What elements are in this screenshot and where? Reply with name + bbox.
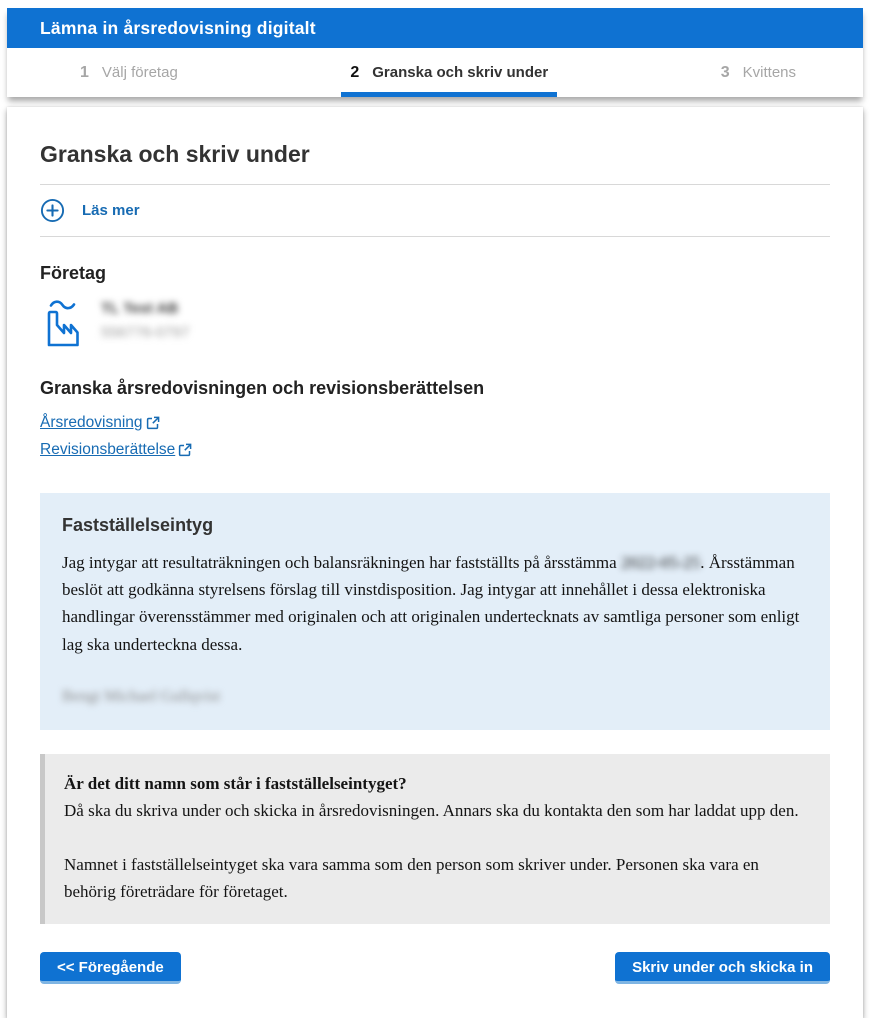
app-header bbox=[7, 8, 863, 48]
plus-circle-icon bbox=[40, 198, 65, 223]
previous-button[interactable]: << Föregående bbox=[40, 952, 181, 984]
certificate-box bbox=[40, 493, 830, 730]
top-bar bbox=[7, 8, 863, 97]
read-more-label: Läs mer bbox=[82, 202, 140, 219]
notice-paragraph-2: Namnet i fastställelseintyget ska vara samma som den person som skriver under. Personen ska vara en behörig företrädare för företaget. bbox=[64, 855, 759, 902]
read-more-toggle[interactable] bbox=[40, 185, 140, 236]
step-label: Kvittens bbox=[742, 64, 796, 81]
step-indicator bbox=[7, 48, 863, 97]
notice-box bbox=[40, 754, 830, 924]
app-title: Lämna in årsredovisning digitalt bbox=[40, 17, 316, 38]
divider bbox=[40, 184, 830, 185]
main-content-card bbox=[7, 107, 863, 1018]
divider bbox=[40, 236, 830, 237]
link-label: Revisionsberättelse bbox=[40, 441, 176, 458]
step-label: Välj företag bbox=[101, 64, 178, 81]
notice-paragraph-1: Då ska du skriva under och skicka in årsredovisningen. Annars ska du kontakta den som har laddat upp den. bbox=[64, 800, 799, 820]
external-link-icon bbox=[146, 416, 160, 430]
certificate-heading: Fastställelseintyg bbox=[62, 515, 214, 535]
company-org-number: 556776-0797 bbox=[101, 324, 190, 341]
step-number: 2 bbox=[350, 63, 360, 81]
button-row bbox=[40, 952, 830, 984]
link-revisionsberattelse[interactable] bbox=[40, 436, 192, 463]
certificate-text bbox=[62, 549, 808, 658]
documents-heading: Granska årsredovisningen och revisionsberättelsen bbox=[40, 378, 485, 398]
certificate-signer: Bengt Michael Gullqvist bbox=[62, 687, 221, 705]
page-title: Granska och skriv under bbox=[40, 141, 310, 167]
company-meta bbox=[101, 296, 189, 341]
external-link-icon bbox=[178, 443, 192, 457]
company-info bbox=[40, 296, 830, 348]
factory-icon bbox=[40, 296, 86, 348]
step-number: 3 bbox=[720, 63, 730, 81]
step-number: 1 bbox=[80, 63, 89, 81]
step-granska-och-skriv-under[interactable] bbox=[341, 48, 557, 97]
step-label: Granska och skriv under bbox=[372, 64, 549, 81]
link-label: Årsredovisning bbox=[40, 414, 143, 431]
certificate-text-before-date: Jag intygar att resultaträkningen och balansräkningen har fastställts på årsstämma bbox=[62, 553, 621, 572]
notice-question: Är det ditt namn som står i fastställelseintyget? bbox=[64, 773, 407, 793]
certificate-date: 2022-05-25 bbox=[620, 553, 701, 572]
company-name: TL Test AB bbox=[101, 300, 179, 317]
link-arsredovisning[interactable] bbox=[40, 409, 160, 436]
company-heading: Företag bbox=[40, 263, 107, 283]
submit-button[interactable]: Skriv under och skicka in bbox=[615, 952, 830, 984]
step-valj-foretag[interactable] bbox=[71, 48, 187, 97]
certificate-text-after-date: . Årsstämman beslöt att godkänna styrelsens förslag till vinstdisposition. Jag intygar att innehållet i dessa elektroniska handlingar överensstämmer med originalen och att originalen undertecknats av samtliga personer som enligt lag ska underteckna dessa. bbox=[62, 553, 800, 654]
step-kvittens[interactable] bbox=[712, 48, 805, 97]
